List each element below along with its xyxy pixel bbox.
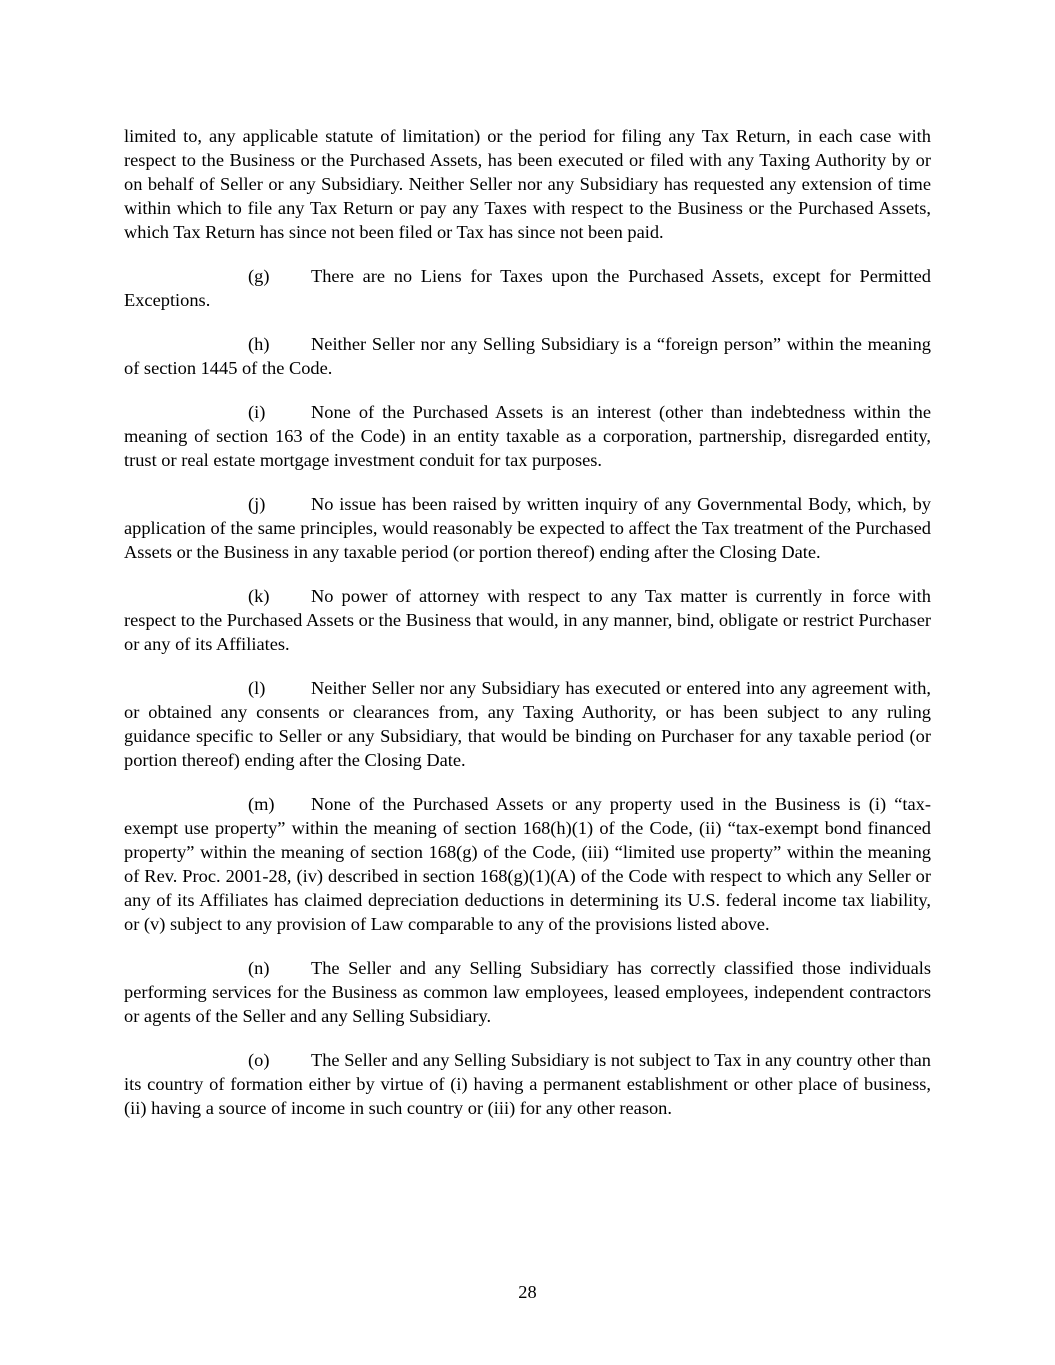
section-m [124, 792, 931, 936]
section-text: There are no Liens for Taxes upon the Purchased Assets, except for Permitted Exceptions. [124, 266, 931, 310]
section-g [124, 264, 931, 312]
section-text: The Seller and any Selling Subsidiary is not subject to Tax in any country other than its country of formation either by virtue of (i) having a permanent establishment or other place of business, (ii) having a source of income in such country or (iii) for any other reason. [124, 1050, 931, 1118]
section-i [124, 400, 931, 472]
section-label: (i) [248, 402, 266, 422]
section-label: (o) [248, 1050, 270, 1070]
section-label: (l) [248, 678, 266, 698]
section-l [124, 676, 931, 772]
continuation-paragraph: limited to, any applicable statute of limitation) or the period for filing any Tax Return, in each case with respect to the Business or the Purchased Assets, has been executed or filed with any Taxing Authority by or on behalf of Seller or any Subsidiary. Neither Seller nor any Subsidiary has requested any extension of time within which to file any Tax Return or pay any Taxes with respect to the Business or the Purchased Assets, which Tax Return has since not been filed or Tax has since not been paid. [124, 126, 931, 242]
section-k [124, 584, 931, 656]
section-label: (g) [248, 266, 270, 286]
section-label: (h) [248, 334, 270, 354]
section-text: None of the Purchased Assets or any property used in the Business is (i) “tax-exempt use property” within the meaning of section 168(h)(1) of the Code, (ii) “tax-exempt bond financed property” within the meaning of section 168(g) of the Code, (iii) “limited use property” within the meaning of Rev. Proc. 2001-28, (iv) described in section 168(g)(1)(A) of the Code with respect to which any Seller or any of its Affiliates has claimed depreciation deductions in determining its U.S. federal income tax liability, or (v) subject to any provision of Law comparable to any of the provisions listed above. [124, 794, 931, 934]
section-n [124, 956, 931, 1028]
section-text: Neither Seller nor any Subsidiary has executed or entered into any agreement with, or obtained any consents or clearances from, any Taxing Authority, or has been subject to any ruling guidance specific to Seller or any Subsidiary, that would be binding on Purchaser for any taxable period (or portion thereof) ending after the Closing Date. [124, 678, 931, 770]
section-text: The Seller and any Selling Subsidiary has correctly classified those individuals performing services for the Business as common law employees, leased employees, independent contractors or agents of the Seller and any Selling Subsidiary. [124, 958, 931, 1026]
section-label: (k) [248, 586, 270, 606]
section-h [124, 332, 931, 380]
section-j [124, 492, 931, 564]
section-o [124, 1048, 931, 1120]
section-label: (m) [248, 794, 275, 814]
page-number: 28 [518, 1282, 537, 1302]
section-label: (j) [248, 494, 266, 514]
document-body [124, 124, 931, 1140]
section-text: No power of attorney with respect to any Tax matter is currently in force with respect to the Purchased Assets or the Business that would, in any manner, bind, obligate or restrict Purchaser or any of its Affiliates. [124, 586, 931, 654]
section-label: (n) [248, 958, 270, 978]
section-text: Neither Seller nor any Selling Subsidiary is a “foreign person” within the meaning of section 1445 of the Code. [124, 334, 931, 378]
section-text: None of the Purchased Assets is an interest (other than indebtedness within the meaning of section 163 of the Code) in an entity taxable as a corporation, partnership, disregarded entity, trust or real estate mortgage investment conduit for tax purposes. [124, 402, 931, 470]
section-text: No issue has been raised by written inquiry of any Governmental Body, which, by application of the same principles, would reasonably be expected to affect the Tax treatment of the Purchased Assets or the Business in any taxable period (or portion thereof) ending after the Closing Date. [124, 494, 931, 562]
